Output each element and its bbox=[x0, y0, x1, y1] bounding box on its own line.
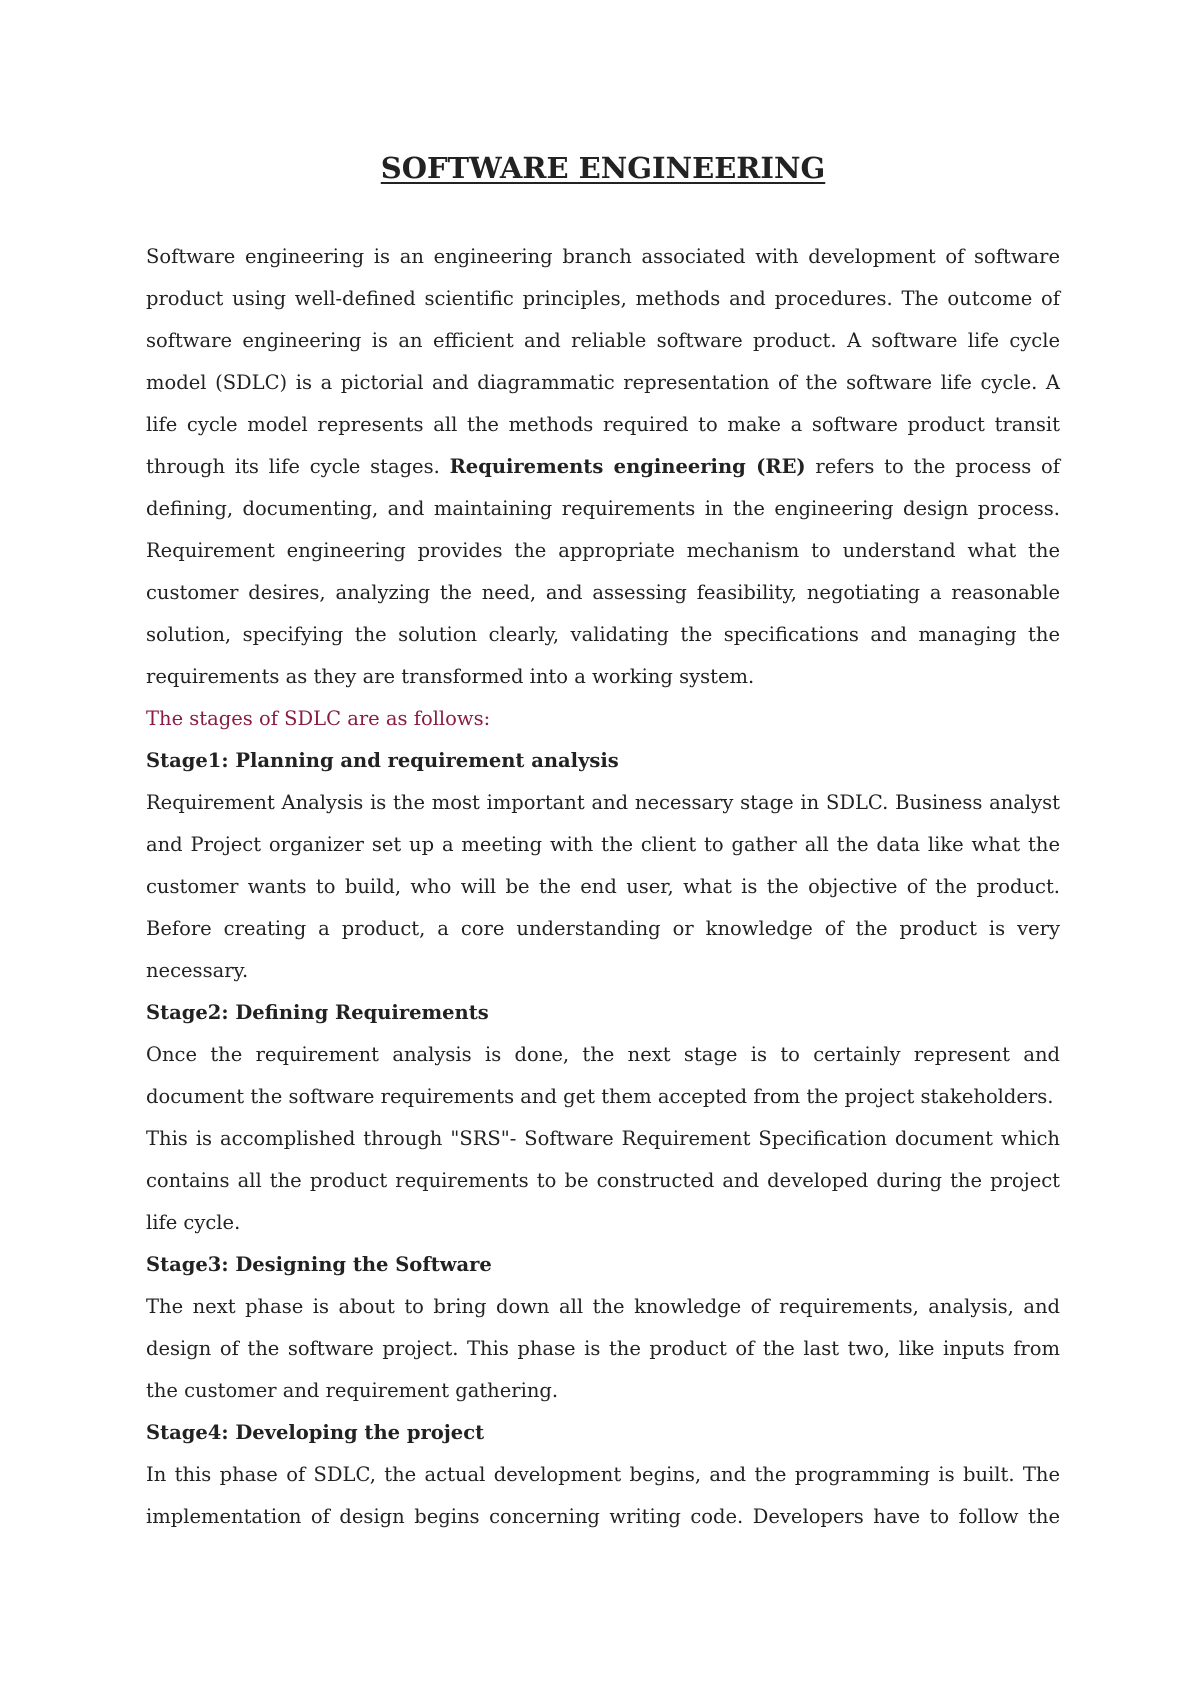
stage2-paragraph-2: This is accomplished through "SRS"- Software Requirement Specification document which contains all the product requirements to be constructed and developed during the project life cycle. bbox=[146, 1127, 1060, 1234]
stage1-paragraph: Requirement Analysis is the most important and necessary stage in SDLC. Business analyst and Project organizer set up a meeting with the client to gather all the data like what the customer wants to build, who will be the end user, what is the objective of the product. Before creating a product, a core understanding or knowledge of the product is very necessary. bbox=[146, 791, 1060, 982]
page-title: SOFTWARE ENGINEERING bbox=[380, 151, 826, 185]
stage4-heading: Stage4: Developing the project bbox=[146, 1421, 485, 1444]
stage4-paragraph: In this phase of SDLC, the actual development begins, and the programming is built. The implementation of design begins concerning writing code. Developers have to follow the bbox=[146, 1463, 1060, 1528]
document-body bbox=[146, 142, 1060, 1538]
intro-bold-term: Requirements engineering (RE) bbox=[449, 455, 806, 478]
stage2-paragraph-1: Once the requirement analysis is done, the next stage is to certainly represent and document the software requirements and get them accepted from the project stakeholders. bbox=[146, 1043, 1060, 1108]
intro-text-2: refers to the process of defining, documenting, and maintaining requirements in the engineering design process. Requirement engineering provides the appropriate mechanism to understand what the customer desires, analyzing the need, and assessing feasibility, negotiating a reasonable solution, specifying the solution clearly, validating the specifications and managing the requirements as they are transformed into a working system. bbox=[146, 455, 1060, 688]
intro-text-1: Software engineering is an engineering branch associated with development of software product using well-defined scientific principles, methods and procedures. The outcome of software engineering is an efficient and reliable software product. A software life cycle model (SDLC) is a pictorial and diagrammatic representation of the software life cycle. A life cycle model represents all the methods required to make a software product transit through its life cycle stages. bbox=[146, 245, 1060, 478]
stage3-heading: Stage3: Designing the Software bbox=[146, 1253, 492, 1276]
stage2-heading: Stage2: Defining Requirements bbox=[146, 1001, 489, 1024]
stages-intro: The stages of SDLC are as follows: bbox=[146, 707, 491, 730]
stage1-heading: Stage1: Planning and requirement analysis bbox=[146, 749, 619, 772]
intro-paragraph bbox=[146, 236, 1060, 698]
stage3-paragraph: The next phase is about to bring down all the knowledge of requirements, analysis, and design of the software project. This phase is the product of the last two, like inputs from the customer and requirement gathering. bbox=[146, 1295, 1060, 1402]
